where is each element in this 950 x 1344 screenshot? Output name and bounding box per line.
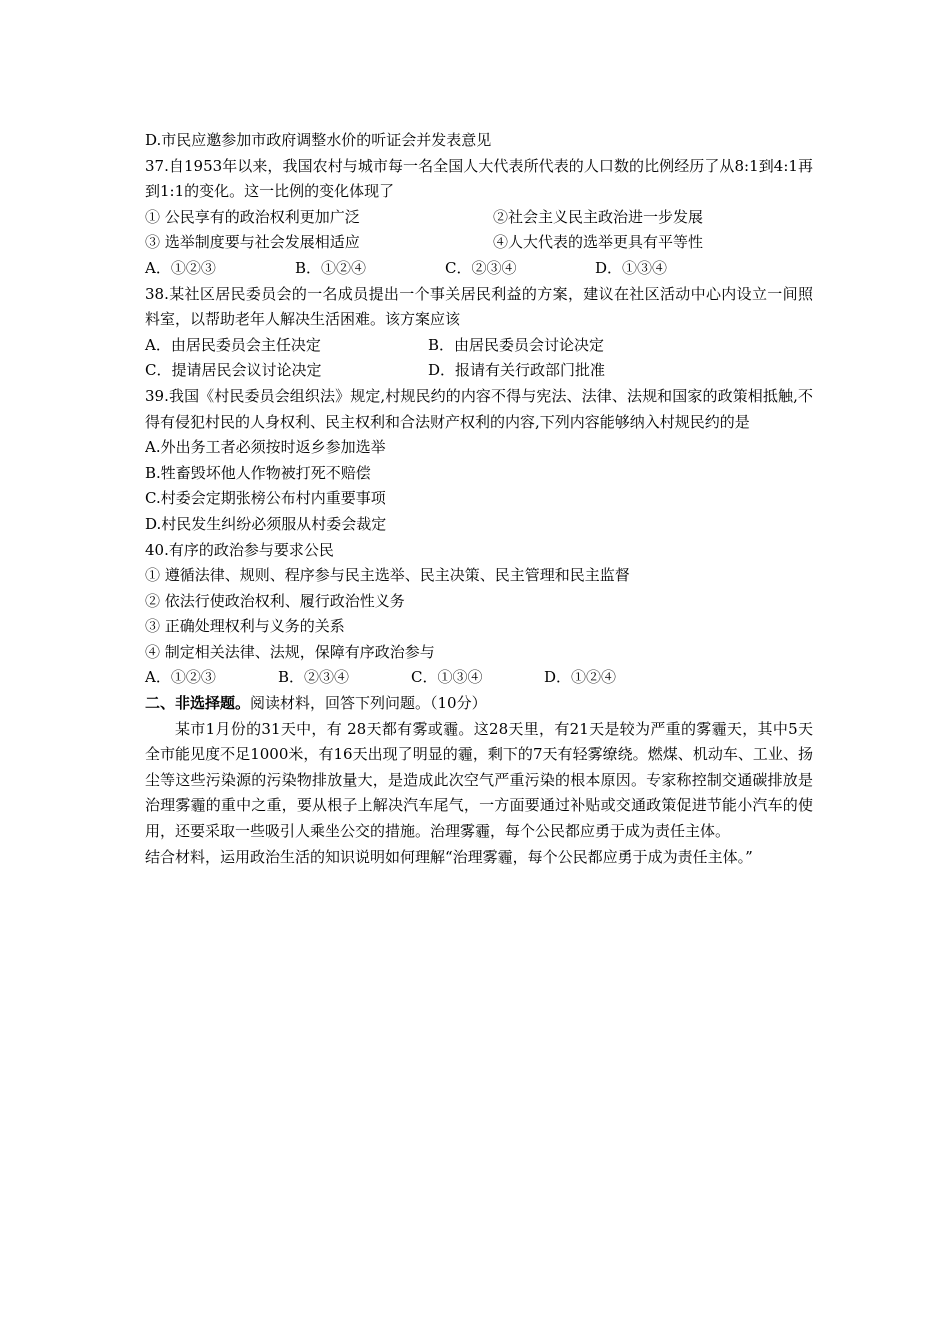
exam-page <box>145 128 813 870</box>
q40-stem: 40.有序的政治参与要求公民 <box>145 540 334 559</box>
q39-stem: 39.我国《村民委员会组织法》规定,村规民约的内容不得与宪法、法律、法规和国家的政策相抵触,不得有侵犯村民的人身权利、民主权利和合法财产权利的内容,下列内容能够纳入村规民约的是 <box>145 386 813 431</box>
section2-heading <box>145 691 813 717</box>
section2-material: 某市1月份的31天中，有 28天都有雾或霾。这28天里，有21天是较为严重的雾霾天，其中5天全市能见度不足1000米，有16天出现了明显的霾，剩下的7天有轻雾缭绕。燃煤、机动车、工业、扬尘等这些污染源的污染物排放量大，是造成此次空气严重污染的根本原因。专家称控制交通碳排放是治理雾霾的重中之重，要从根子上解决汽车尾气，一方面要通过补贴或交通政策促进节能小汽车的使用，还要采取一些吸引人乘坐公交的措施。治理雾霾，每个公民都应勇于成为责任主体。 <box>145 719 813 841</box>
q36-option-d: D.市民应邀参加市政府调整水价的听证会并发表意见 <box>145 131 492 149</box>
q40-item-2: ② 依法行使政治权利、履行政治性义务 <box>145 591 405 610</box>
q37-option-b: B．①②④ <box>295 258 367 277</box>
q39-option-c: C.村委会定期张榜公布村内重要事项 <box>145 489 386 508</box>
section2-title: 二、非选择题。 <box>145 694 251 713</box>
q40-item-1: ① 遵循法律、规则、程序参与民主选举、民主决策、民主管理和民主监督 <box>145 566 630 585</box>
section2-question: 结合材料，运用政治生活的知识说明如何理解“治理雾霾，每个公民都应勇于成为责任主体。” <box>145 847 753 866</box>
q37-item-4: ④人大代表的选举更具有平等性 <box>493 233 704 252</box>
q39-option-b: B.牲畜毁坏他人作物被打死不赔偿 <box>145 463 371 482</box>
q39-option-a: A.外出务工者必须按时返乡参加选举 <box>145 438 386 457</box>
q40-item-3: ③ 正确处理权利与义务的关系 <box>145 617 345 636</box>
q37-option-d: D．①③④ <box>595 258 668 277</box>
q37-stem: 37.自1953年以来，我国农村与城市每一名全国人大代表所代表的人口数的比例经历了从8:1到4:1再到1:1的变化。这一比例的变化体现了 <box>145 156 813 201</box>
q37-item-2: ②社会主义民主政治进一步发展 <box>493 207 704 226</box>
q40-options-row <box>145 665 813 691</box>
q38-options-row-2 <box>145 358 813 384</box>
q37-items-row-2 <box>145 230 813 256</box>
q37-option-a: A．①②③ <box>145 258 216 277</box>
q38-option-a: A．由居民委员会主任决定 <box>145 335 321 354</box>
q38-option-d: D．报请有关行政部门批准 <box>428 361 606 380</box>
q38-options-row-1 <box>145 333 813 359</box>
q40-option-b: B．②③④ <box>278 668 350 687</box>
q38-stem: 38.某社区居民委员会的一名成员提出一个事关居民利益的方案，建议在社区活动中心内设立一间照料室，以帮助老年人解决生活困难。该方案应该 <box>145 284 813 329</box>
q37-items-row-1 <box>145 205 813 231</box>
q40-option-c: C．①③④ <box>411 668 483 687</box>
q37-option-c: C．②③④ <box>445 258 517 277</box>
q40-option-a: A．①②③ <box>145 668 216 687</box>
q38-option-b: B．由居民委员会讨论决定 <box>428 335 605 354</box>
q37-options-row <box>145 256 813 282</box>
section2-instruction: 阅读材料，回答下列问题。（10分） <box>250 694 487 713</box>
q40-option-d: D．①②④ <box>544 668 617 687</box>
q37-item-1: ① 公民享有的政治权利更加广泛 <box>145 207 360 226</box>
q37-item-3: ③ 选举制度要与社会发展相适应 <box>145 233 360 252</box>
q39-option-d: D.村民发生纠纷必须服从村委会裁定 <box>145 514 387 533</box>
q38-option-c: C．提请居民会议讨论决定 <box>145 361 322 380</box>
q40-item-4: ④ 制定相关法律、法规，保障有序政治参与 <box>145 642 435 661</box>
